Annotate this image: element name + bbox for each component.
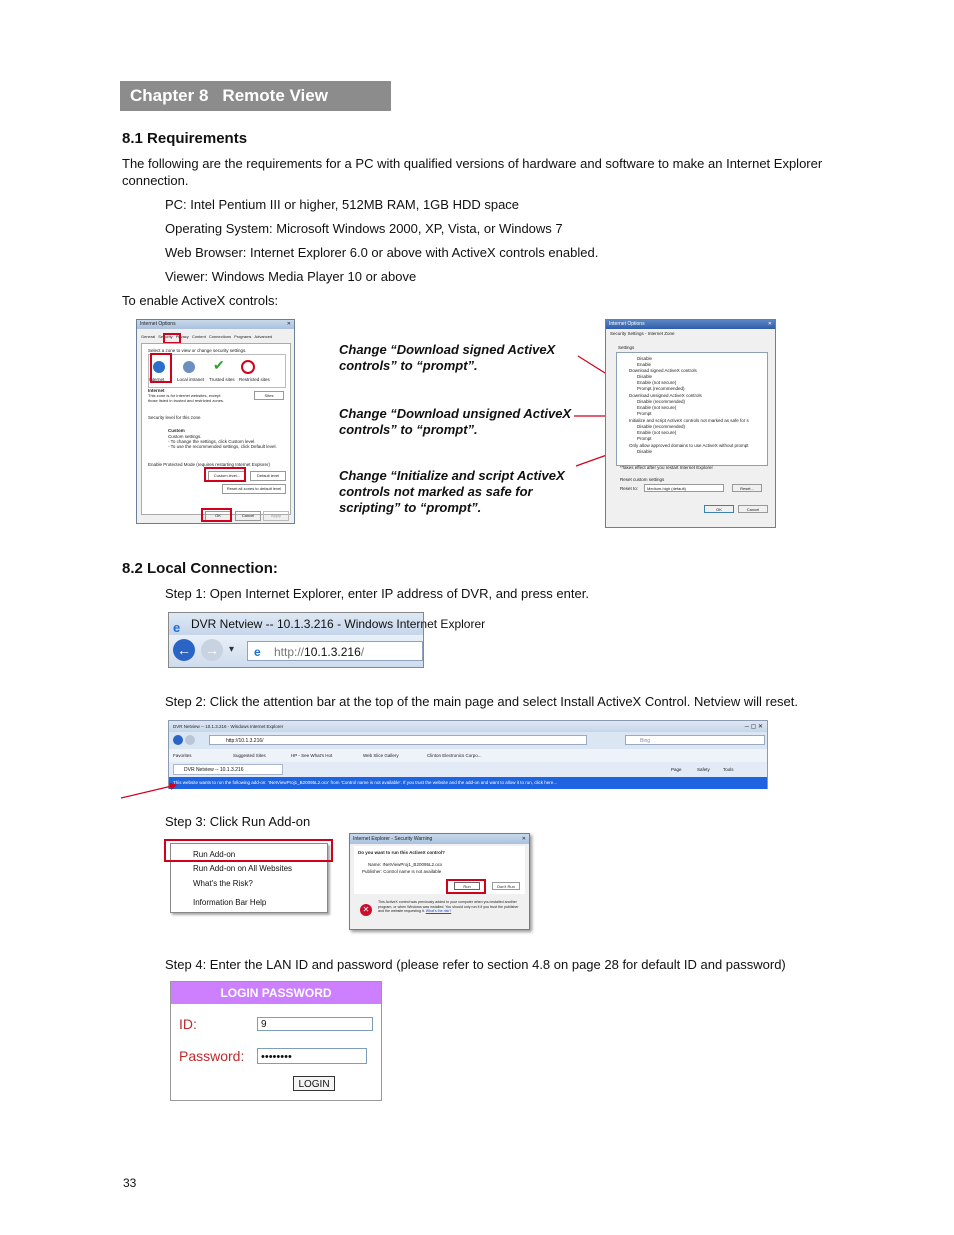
ok-button-highlight [201,508,232,522]
internet-zone-highlight [150,353,172,383]
id-label: ID: [179,1016,197,1032]
setting-line[interactable]: Disable (recommended) [637,424,686,429]
chapter-number: Chapter 8 [130,86,209,105]
zone-trusted-sites[interactable]: Trusted sites [209,377,235,382]
tab-privacy[interactable]: Privacy [175,334,189,339]
warning-publisher: Publisher: Control name is not available [362,869,442,874]
menu-item-run-addon-all[interactable]: Run Add-on on All Websites [193,864,293,873]
custom-level-button[interactable]: Custom level... [208,471,246,481]
zone-heading: Internet [148,388,165,393]
wide-window-title: DVR Netview -- 10.1.3.216 - Windows Internet Explorer [173,724,284,729]
ie-logo-icon: e [173,620,181,635]
section-heading-local-connection: 8.2 Local Connection: [122,560,278,577]
setting-line: Initialize and script ActiveX controls not marked as safe for s [629,418,749,423]
reset-level-select[interactable]: Medium-high (default) [644,484,724,492]
custom-line-3: - To use the recommended settings, click Default level. [168,444,277,449]
login-button[interactable]: LOGIN [293,1076,335,1091]
ie-address-screenshot [168,612,486,668]
settings-list[interactable] [616,352,768,466]
shield-warning-icon: ✕ [360,904,372,916]
warning-question: Do you want to run this ActiveX control? [358,850,445,855]
settings-title: Internet Options [609,321,645,327]
settings-subtitle: Security Settings - Internet Zone [610,331,675,336]
requirement-viewer: Viewer: Windows Media Player 10 or above [165,269,417,284]
security-settings-dialog [605,319,776,528]
favorites-link[interactable]: Favorites [173,753,192,758]
dialog-title: Internet Options [140,321,176,327]
menu-item-information-bar-help[interactable]: Information Bar Help [193,898,267,907]
settings-label: Settings [618,345,635,350]
chapter-heading [120,81,391,111]
forward-arrow-icon[interactable] [185,735,195,745]
zone-description: This zone is for Internet websites, except those listed in trusted and restricted zones. [148,393,225,403]
reset-to-label: Reset to: [620,486,639,491]
menu-item-run-addon[interactable]: Run Add-on [193,850,236,859]
custom-level-highlight [204,467,246,482]
ie-window-title: DVR Netview -- 10.1.3.216 - Windows Internet Explorer [191,617,486,631]
back-arrow-icon[interactable] [173,735,183,745]
page-number: 33 [123,1176,137,1190]
settings-title-bar [606,320,775,329]
security-level-label: Security level for this zone [148,415,201,420]
ok-button[interactable]: OK [205,511,231,521]
setting-line[interactable]: Enable [637,362,652,367]
step-1-text: Step 1: Open Internet Explorer, enter IP address of DVR, and press enter. [165,586,589,601]
hp-link[interactable]: HP - See What's Hot [291,753,333,758]
favorites-bar [169,749,767,762]
ie-navigation-bar [169,635,423,667]
tools-menu[interactable]: Tools [723,767,734,772]
web-slice-link[interactable]: Web Slice Gallery [363,753,399,758]
zone-restricted-sites[interactable]: Restricted sites [239,377,270,382]
tab-row [169,762,767,777]
caption-signed-activex: Change “Download signed ActiveX controls” to “prompt”. [339,342,556,373]
tab-content[interactable]: Content [191,334,206,339]
zone-internet[interactable]: Internet [149,377,165,382]
information-bar[interactable] [169,777,767,789]
custom-line-1: Custom settings. [168,434,202,439]
search-input[interactable]: Bing [625,735,765,745]
default-level-button[interactable]: Default level [250,471,286,481]
back-arrow-icon[interactable]: ← [173,639,195,661]
suggested-sites-link[interactable]: Suggested Sites [233,753,266,758]
run-addon-highlight [164,839,333,862]
dont-run-button[interactable]: Don't Run [492,882,520,890]
setting-line[interactable]: Prompt [637,411,652,416]
step-2-text: Step 2: Click the attention bar at the top of the main page and select Install ActiveX Control. Netview will reset. [165,694,799,709]
reset-all-zones-button[interactable]: Reset all zones to default level [222,484,286,494]
setting-line[interactable]: Enable (not secure) [637,430,677,435]
setting-line[interactable]: Enable (not secure) [637,380,677,385]
zones-label: Select a zone to view or change security settings. [148,348,247,353]
warning-title: Internet Explorer - Security Warning [353,836,433,842]
login-password-panel [170,981,382,1101]
address-prefix: http:// [274,645,305,659]
restart-note: *Takes effect after you restart Internet Explorer [620,465,713,470]
run-button[interactable]: Run [454,882,480,890]
warning-title-bar [350,834,529,844]
section-heading-requirements: 8.1 Requirements [122,130,248,147]
warning-note [378,900,524,914]
close-icon[interactable]: ✕ [286,321,291,327]
activex-intro: To enable ActiveX controls: [122,293,279,308]
password-input[interactable]: •••••••• [257,1048,367,1064]
reset-button[interactable]: Reset... [732,484,762,492]
chevron-down-icon[interactable]: ▾ [229,644,235,655]
browser-tab[interactable]: DVR Netview -- 10.1.3.216 [173,764,283,775]
setting-line[interactable]: Disable [637,356,653,361]
protected-mode-checkbox[interactable]: Enable Protected Mode (requires restarting Internet Explorer) [148,462,271,467]
sites-button[interactable]: Sites [254,391,284,400]
apply-button[interactable]: Apply [263,511,289,521]
checkmark-icon[interactable]: ✔ [213,357,225,373]
id-input[interactable]: 9 [257,1017,373,1031]
tab-advanced[interactable]: Advanced [254,334,273,339]
safety-menu[interactable]: Safety [697,767,710,772]
setting-line[interactable]: Disable [637,449,653,454]
close-icon[interactable]: ✕ [767,321,772,327]
tab-programs[interactable]: Programs [234,334,252,339]
requirements-intro: The following are the requirements for a PC with qualified versions of hardware and software to make an Internet Explorer connection. [122,156,823,188]
wide-title-bar [169,721,767,732]
internet-options-dialog [136,319,295,524]
custom-heading: Custom [168,428,185,433]
login-header: LOGIN PASSWORD [171,982,381,1004]
settings-cancel-button[interactable]: Cancel [738,505,768,513]
setting-line: Download unsigned ActiveX controls [629,393,702,398]
zone-local-intranet[interactable]: Local intranet [177,377,205,382]
security-panel [141,343,291,515]
caption-unsigned-activex: Change “Download unsigned ActiveX controls” to “prompt”. [339,406,572,437]
restricted-icon[interactable] [241,360,255,374]
tab-connections[interactable]: Connections [208,334,232,339]
caption-initialize-activex: Change “Initialize and script ActiveX controls not marked as safe for scripting” to “prompt”. [339,468,565,515]
setting-line[interactable]: Enable (not secure) [637,405,677,410]
warning-note-text: This ActiveX control was previously added to your computer when you installed another program, or when Windows was installed. You should only run it if you trust the publisher and the website requesting it. [378,900,519,914]
warning-name: Name: INetViewProj1_B20095L2.ocx [368,862,443,867]
settings-ok-button[interactable]: OK [704,505,734,513]
warning-body [354,846,525,894]
wide-address-input[interactable]: http://10.1.3.216/ [209,735,587,745]
step-4-text: Step 4: Enter the LAN ID and password (please refer to section 4.8 on page 28 for default ID and password) [165,957,786,972]
clinton-link[interactable]: Clinton Electronics Corpo... [427,753,482,758]
page-menu[interactable]: Page [671,767,682,772]
intranet-icon[interactable] [183,361,195,373]
password-label: Password: [179,1048,245,1064]
ie-title-bar [169,613,486,635]
address-bar-input[interactable] [247,641,423,661]
requirement-browser: Web Browser: Internet Explorer 6.0 or above with ActiveX controls enabled. [165,245,599,260]
attention-bar-arrow [118,778,182,802]
cancel-button[interactable]: Cancel [235,511,261,521]
step-3-text: Step 3: Click Run Add-on [165,814,311,829]
address-suffix: / [360,645,365,659]
close-icon[interactable]: ✕ [521,836,526,842]
reset-label: Reset custom settings [620,477,665,482]
ie-attention-bar-screenshot [168,720,768,789]
tab-general[interactable]: General [141,334,156,339]
tab-security[interactable]: Security [158,334,173,339]
setting-line[interactable]: Disable (recommended) [637,399,686,404]
run-button-highlight [446,879,486,894]
whats-the-risk-link[interactable]: What's the risk? [425,909,452,914]
setting-line[interactable]: Disable [637,374,653,379]
custom-line-2: - To change the settings, click Custom level. [168,439,256,444]
setting-line[interactable]: Prompt [637,436,652,441]
requirement-pc: PC: Intel Pentium III or higher, 512MB RAM, 1GB HDD space [165,197,520,212]
dialog-title-bar [137,320,294,329]
window-controls-icon[interactable]: ─ ▢ ✕ [744,724,763,730]
security-warning-dialog [349,833,530,930]
requirement-os: Operating System: Microsoft Windows 2000, XP, Vista, or Windows 7 [165,221,563,236]
address-host: 10.1.3.216 [304,645,361,659]
page-icon: e [254,645,261,659]
menu-item-whats-the-risk[interactable]: What's the Risk? [193,879,253,888]
setting-line: Only allow approved domains to use ActiveX without prompt [629,443,749,448]
information-bar-text[interactable]: This website wants to run the following add-on: 'INetViewProj1_B20095L2.ocx' from 'Control name is not available'. If you trust the website and the add-on and want to allow it to run, click here... [173,780,558,785]
setting-line[interactable]: Prompt (recommended) [637,386,685,391]
setting-line: Download signed ActiveX controls [629,368,697,373]
wide-address-row [169,732,767,749]
chapter-title: Remote View [222,86,328,105]
forward-arrow-icon[interactable]: → [201,639,223,661]
